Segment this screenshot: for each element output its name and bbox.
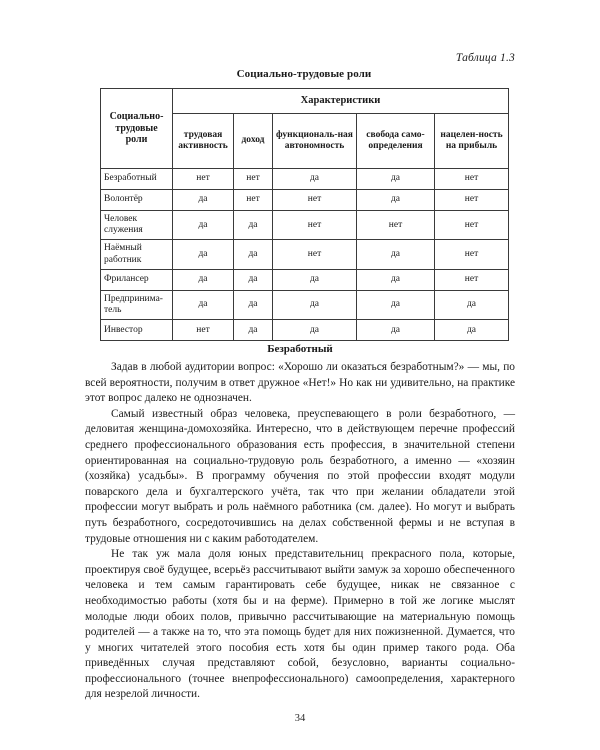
- row-role-label: Наёмный работник: [101, 240, 173, 269]
- row-cell-value: нет: [273, 211, 357, 240]
- table-row: [101, 320, 509, 341]
- row-cell-value: да: [435, 290, 509, 319]
- paragraph: Самый известный образ человека, преуспевающего в роли безработного, — деловитая женщина-домохозяйка. Интересно, что в действующем перечне профессий среднего профессионального образования есть профессия, в значительной степени ориентированная на социально-трудовую роль безработного, а именно — «хозяин (хозяйка) усадьбы». В программу обучения по этой профессии входят модули поварского дела и бухгалтерского учёта, так что при желании обладатели этой профессии могут выбрать и роль наёмного работника (см. далее). Но могут и выбрать путь безработного, сосредоточившись на делах собственной фермы и не вступая в трудовые отношения ни с каким работодателем.: [85, 407, 515, 545]
- row-cell-value: нет: [173, 169, 234, 190]
- row-cell-value: да: [273, 269, 357, 290]
- table-row: [101, 190, 509, 211]
- header-characteristics-group: Характеристики: [173, 89, 509, 114]
- table-row: [101, 269, 509, 290]
- table-row: [101, 290, 509, 319]
- table-number-label: Таблица 1.3: [455, 52, 515, 64]
- row-cell-value: да: [173, 211, 234, 240]
- row-role-label: Человек служения: [101, 211, 173, 240]
- row-cell-value: да: [273, 169, 357, 190]
- row-role-label: Фрилансер: [101, 269, 173, 290]
- row-cell-value: да: [234, 211, 273, 240]
- row-cell-value: нет: [357, 211, 435, 240]
- row-cell-value: нет: [273, 240, 357, 269]
- table-body: [101, 169, 509, 341]
- row-cell-value: да: [435, 320, 509, 341]
- table-row: [101, 211, 509, 240]
- page-number: 34: [294, 713, 306, 724]
- social-labor-roles-table: [100, 88, 509, 341]
- header-profit-orientation: нацелен-ность на прибыль: [435, 114, 509, 169]
- row-cell-value: нет: [435, 169, 509, 190]
- row-cell-value: да: [357, 269, 435, 290]
- header-role-column: Социально-трудовые роли: [101, 89, 173, 169]
- section-heading: Безработный: [267, 343, 333, 355]
- paragraph: Задав в любой аудитории вопрос: «Хорошо ли оказаться безработным?» — мы, по всей вероятности, получим в ответ дружное «Нет!» Но как ни удивительно, на практике этот вопрос далеко не однозначен.: [85, 361, 515, 405]
- section-body: [85, 360, 515, 703]
- row-cell-value: да: [173, 240, 234, 269]
- header-self-determination-freedom: свобода само-определения: [357, 114, 435, 169]
- row-cell-value: нет: [273, 190, 357, 211]
- paragraph: Не так уж мала доля юных представительниц прекрасного пола, которые, проектируя своё будущее, всерьёз рассчитывают выйти замуж за хорошо обеспеченного человека и тем самым гарантировать себе будущее, никак не связанное с необходимостью работы (хотя бы и на ферме). Примерно в той же логике мыслят молодые люди обоих полов, привычно рассчитывающие на материальную помощь родителей — а также на то, что эта помощь будет для них пожизненной. Думается, что у многих читателей этого пособия есть хотя бы один пример такого рода. Оба приведённых случая представляют собой, безусловно, варианты социально-профессионального (точнее внепрофессионального) самоопределения, характерного для незрелой личности.: [85, 548, 515, 701]
- row-cell-value: да: [357, 320, 435, 341]
- table-row: [101, 240, 509, 269]
- row-cell-value: да: [357, 169, 435, 190]
- row-cell-value: нет: [234, 169, 273, 190]
- row-cell-value: да: [357, 240, 435, 269]
- row-role-label: Инвестор: [101, 320, 173, 341]
- table-row: [101, 169, 509, 190]
- row-cell-value: да: [173, 269, 234, 290]
- row-cell-value: да: [234, 320, 273, 341]
- table-title: Социально-трудовые роли: [236, 68, 372, 80]
- row-cell-value: да: [357, 290, 435, 319]
- row-cell-value: нет: [435, 240, 509, 269]
- row-cell-value: да: [273, 290, 357, 319]
- table-header-row-group: [101, 89, 509, 114]
- row-cell-value: нет: [234, 190, 273, 211]
- table-head: [101, 89, 509, 169]
- row-cell-value: нет: [435, 269, 509, 290]
- row-role-label: Волонтёр: [101, 190, 173, 211]
- row-cell-value: да: [234, 240, 273, 269]
- row-cell-value: да: [273, 320, 357, 341]
- header-income: доход: [234, 114, 273, 169]
- row-cell-value: нет: [435, 190, 509, 211]
- row-cell-value: да: [234, 269, 273, 290]
- header-labor-activity: трудовая активность: [173, 114, 234, 169]
- row-cell-value: нет: [435, 211, 509, 240]
- row-cell-value: да: [234, 290, 273, 319]
- row-cell-value: да: [173, 190, 234, 211]
- row-role-label: Безработный: [101, 169, 173, 190]
- row-cell-value: да: [357, 190, 435, 211]
- row-cell-value: да: [173, 290, 234, 319]
- row-role-label: Предпринима-тель: [101, 290, 173, 319]
- header-functional-autonomy: функциональ-ная автономность: [273, 114, 357, 169]
- row-cell-value: нет: [173, 320, 234, 341]
